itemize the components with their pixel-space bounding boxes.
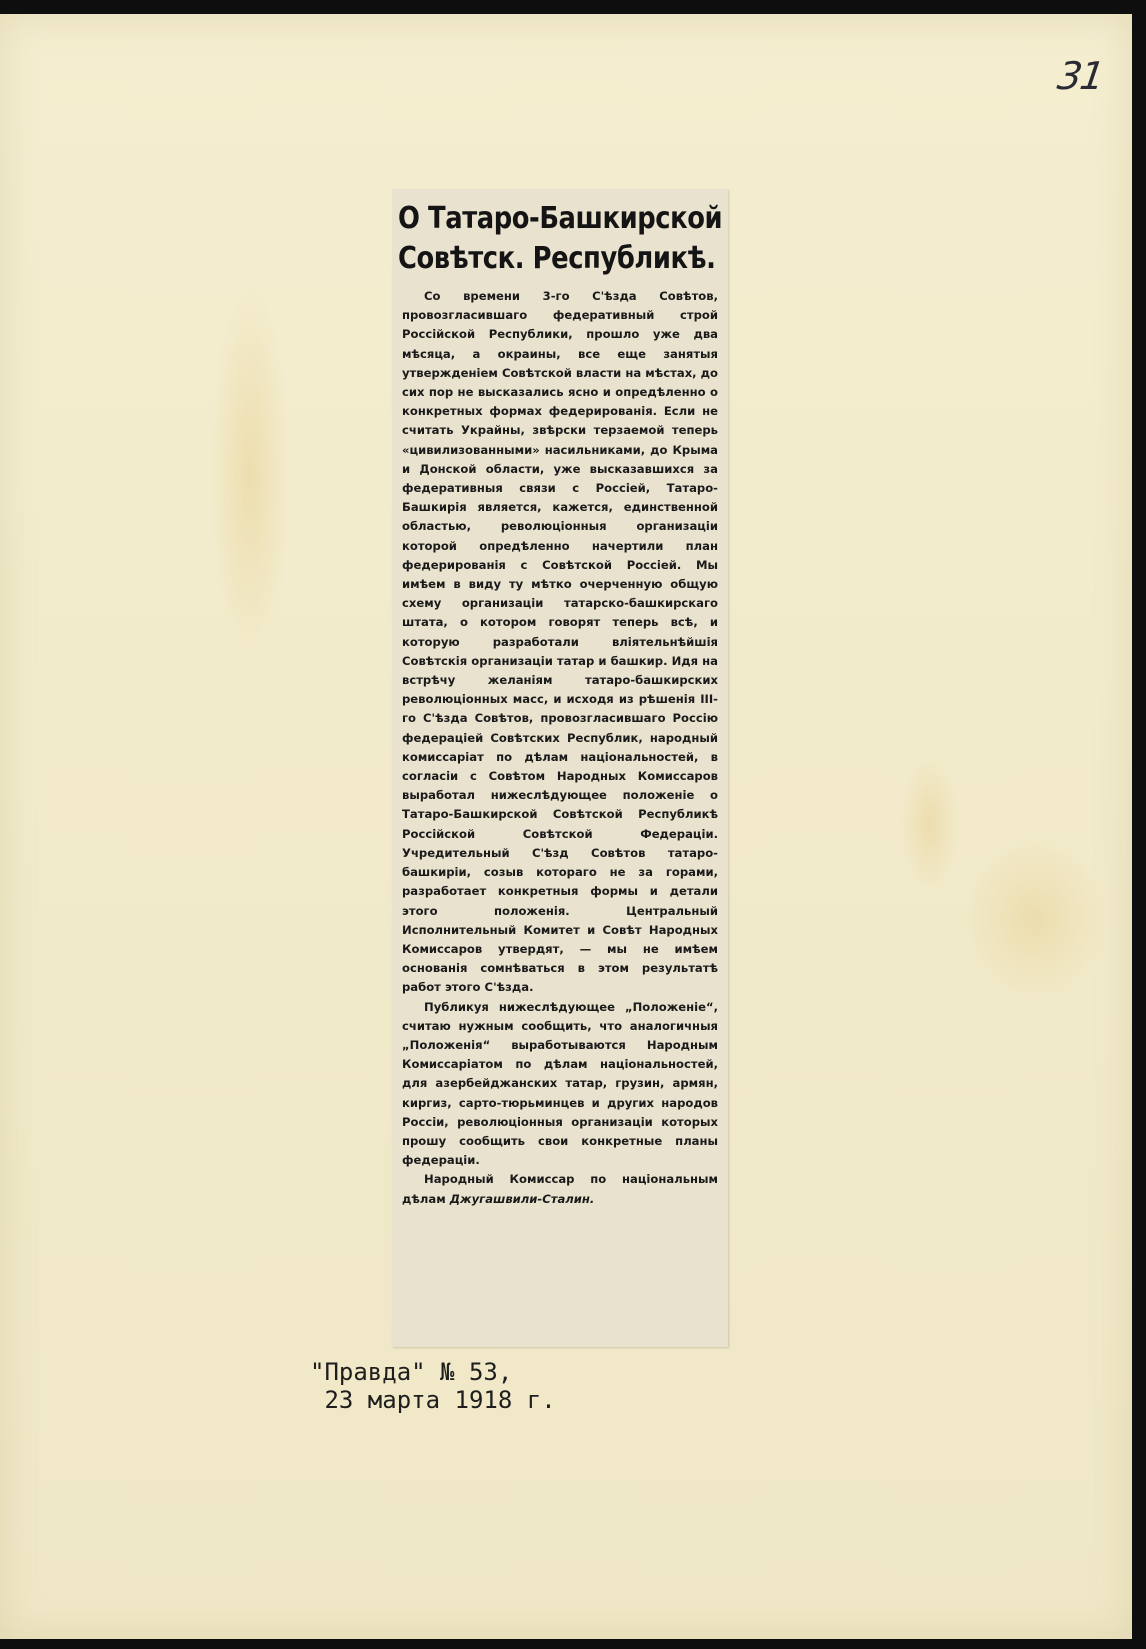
citation-line-1: "Правда" № 53, [310,1358,513,1386]
article-body [402,287,718,1170]
archive-sheet [0,14,1132,1639]
citation-line-2: 23 марта 1918 г. [310,1386,556,1414]
paper-stain [900,754,960,894]
source-citation [310,1358,556,1414]
article-signature [402,1170,718,1208]
article-paragraph: Со времени 3-го С'ѣзда Совѣтов, провозгласившаго федеративный строй Россiйской Республики, прошло уже два мѣсяца, а окраины, все еще занятыя утвержденiем Совѣтской власти на мѣстах, до сих пор не высказались ясно и опредѣленно о конкретных формах федерированiя. Если не считать Украйны, звѣрски терзаемой теперь «цивилизованными» насильниками, до Крыма и Донской области, уже высказавшихся за федеративныя связи с Россiей, Татаро-Башкирiя является, кажется, единственной областью, революцiонныя организацiи которой опредѣленно начертили план федерированiя с Совѣтской Россiей. Мы имѣем в виду ту мѣтко очерченную общую схему организацiи татарско-башкирскаго штата, о котором говорят теперь всѣ, и которую разработали влiятельнѣйшiя Совѣтскiя организацiи татар и башкир. Идя на встрѣчу желанiям татаро-башкирских революцiонных масс, и исходя из рѣшенiя III-го С'ѣзда Совѣтов, провозгласившаго Россiю федерацiей Совѣтских Республик, народный комиссарiат по дѣлам нацiональностей, в согласiи с Совѣтом Народных Комиссаров выработал нижеслѣдующее положенiе о Татаро-Башкирской Совѣтской Республикѣ Россiйской Совѣтской Федерацiи. Учредительный С'ѣзд Совѣтов татаро-башкирiи, созыв котораго не за горами, разработает конкретныя формы и детали этого положенiя. Центральный Исполнительный Комитет и Совѣт Народных Комиссаров утвердят, — мы не имѣем основанiя сомнѣваться в этом результатѣ работ этого С'ѣзда. [402,289,718,995]
signature-title: Народный Комиссар по нацiональным дѣлам [402,1172,718,1206]
paper-stain [960,834,1110,1004]
page-number: 31 [1054,54,1106,98]
newspaper-clipping [392,189,728,1347]
article-paragraph: Публикуя нижеслѣдующее „Положенiе“, считаю нужным сообщить, что аналогичныя „Положенiя“ выработываются Народным Комиссарiатом по дѣлам нацiональностей, для азербейджанских татар, грузин, армян, киргиз, сарто-тюрьминцев и других народов Россiи, революцiонныя организацiи которых прошу сообщить свои конкретные планы федерацiи. [402,999,718,1168]
article-headline: О Татаро-Башкирской Совѣтск. Республикѣ. [398,201,723,276]
signature-name: Джугашвили-Сталин. [449,1191,595,1206]
paper-stain [210,284,290,664]
